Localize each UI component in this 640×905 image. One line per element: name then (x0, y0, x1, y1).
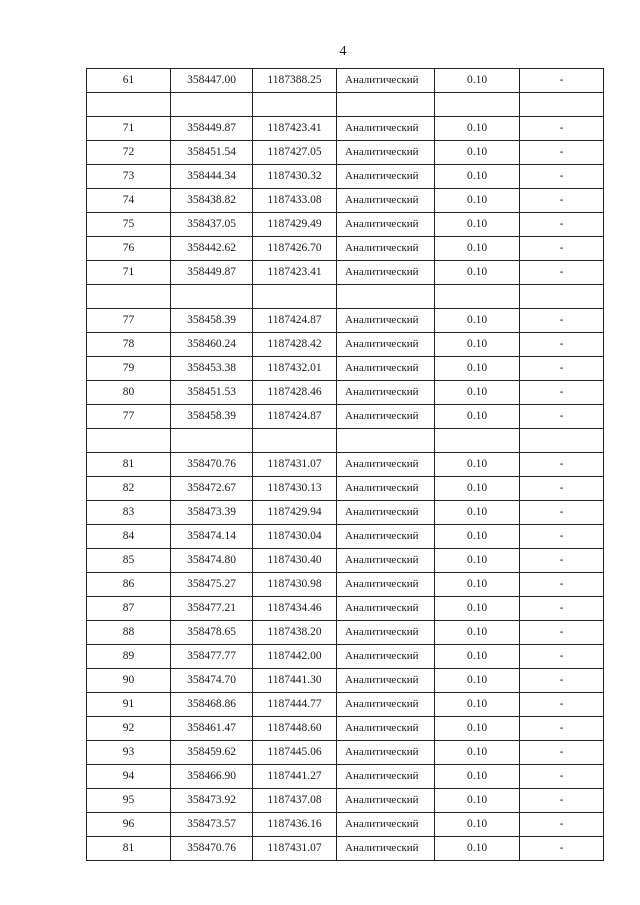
method-cell: Аналитический (337, 813, 435, 837)
method-cell (337, 429, 435, 453)
x-coordinate-cell: 358458.39 (171, 405, 253, 429)
x-coordinate-cell: 358451.54 (171, 141, 253, 165)
point-number-cell: 73 (87, 165, 171, 189)
method-cell: Аналитический (337, 261, 435, 285)
accuracy-cell: 0.10 (435, 117, 520, 141)
accuracy-cell: 0.10 (435, 813, 520, 837)
table-row (87, 69, 604, 93)
accuracy-cell: 0.10 (435, 789, 520, 813)
coordinates-table-body (87, 69, 604, 861)
point-number-cell: 71 (87, 117, 171, 141)
method-cell: Аналитический (337, 573, 435, 597)
table-row (87, 237, 604, 261)
y-coordinate-cell: 1187434.46 (253, 597, 337, 621)
accuracy-cell (435, 285, 520, 309)
accuracy-cell: 0.10 (435, 717, 520, 741)
note-cell: - (520, 669, 604, 693)
table-row (87, 213, 604, 237)
accuracy-cell: 0.10 (435, 237, 520, 261)
method-cell: Аналитический (337, 453, 435, 477)
note-cell: - (520, 501, 604, 525)
method-cell: Аналитический (337, 333, 435, 357)
x-coordinate-cell: 358459.62 (171, 741, 253, 765)
method-cell: Аналитический (337, 549, 435, 573)
x-coordinate-cell (171, 429, 253, 453)
table-row (87, 549, 604, 573)
point-number-cell: 88 (87, 621, 171, 645)
x-coordinate-cell (171, 93, 253, 117)
point-number-cell: 95 (87, 789, 171, 813)
note-cell (520, 285, 604, 309)
method-cell: Аналитический (337, 741, 435, 765)
y-coordinate-cell: 1187430.13 (253, 477, 337, 501)
x-coordinate-cell: 358449.87 (171, 261, 253, 285)
table-row (87, 621, 604, 645)
note-cell: - (520, 69, 604, 93)
x-coordinate-cell: 358438.82 (171, 189, 253, 213)
point-number-cell: 74 (87, 189, 171, 213)
note-cell: - (520, 525, 604, 549)
method-cell: Аналитический (337, 525, 435, 549)
table-row (87, 501, 604, 525)
note-cell: - (520, 117, 604, 141)
x-coordinate-cell: 358473.57 (171, 813, 253, 837)
method-cell (337, 285, 435, 309)
x-coordinate-cell: 358468.86 (171, 693, 253, 717)
note-cell: - (520, 381, 604, 405)
method-cell: Аналитический (337, 309, 435, 333)
note-cell (520, 429, 604, 453)
y-coordinate-cell: 1187426.70 (253, 237, 337, 261)
point-number-cell: 81 (87, 453, 171, 477)
y-coordinate-cell: 1187423.41 (253, 117, 337, 141)
note-cell: - (520, 357, 604, 381)
note-cell: - (520, 573, 604, 597)
method-cell (337, 93, 435, 117)
note-cell: - (520, 717, 604, 741)
table-row (87, 261, 604, 285)
y-coordinate-cell: 1187441.27 (253, 765, 337, 789)
method-cell: Аналитический (337, 621, 435, 645)
y-coordinate-cell: 1187430.40 (253, 549, 337, 573)
table-row (87, 645, 604, 669)
point-number-cell: 77 (87, 309, 171, 333)
accuracy-cell: 0.10 (435, 549, 520, 573)
point-number-cell: 91 (87, 693, 171, 717)
x-coordinate-cell: 358473.92 (171, 789, 253, 813)
y-coordinate-cell: 1187430.98 (253, 573, 337, 597)
note-cell: - (520, 765, 604, 789)
accuracy-cell: 0.10 (435, 453, 520, 477)
point-number-cell: 83 (87, 501, 171, 525)
x-coordinate-cell: 358473.39 (171, 501, 253, 525)
point-number-cell: 78 (87, 333, 171, 357)
x-coordinate-cell: 358470.76 (171, 453, 253, 477)
method-cell: Аналитический (337, 189, 435, 213)
accuracy-cell: 0.10 (435, 597, 520, 621)
note-cell: - (520, 693, 604, 717)
note-cell: - (520, 645, 604, 669)
point-number-cell: 90 (87, 669, 171, 693)
note-cell: - (520, 477, 604, 501)
table-row (87, 717, 604, 741)
accuracy-cell: 0.10 (435, 261, 520, 285)
point-number-cell: 85 (87, 549, 171, 573)
y-coordinate-cell (253, 285, 337, 309)
point-number-cell: 87 (87, 597, 171, 621)
y-coordinate-cell: 1187448.60 (253, 717, 337, 741)
table-row (87, 837, 604, 861)
point-number-cell: 89 (87, 645, 171, 669)
accuracy-cell: 0.10 (435, 573, 520, 597)
point-number-cell: 71 (87, 261, 171, 285)
y-coordinate-cell: 1187430.32 (253, 165, 337, 189)
table-row (87, 381, 604, 405)
x-coordinate-cell: 358442.62 (171, 237, 253, 261)
point-number-cell (87, 93, 171, 117)
x-coordinate-cell (171, 285, 253, 309)
point-number-cell: 92 (87, 717, 171, 741)
y-coordinate-cell: 1187432.01 (253, 357, 337, 381)
y-coordinate-cell: 1187433.08 (253, 189, 337, 213)
table-row (87, 741, 604, 765)
x-coordinate-cell: 358478.65 (171, 621, 253, 645)
x-coordinate-cell: 358437.05 (171, 213, 253, 237)
table-row (87, 573, 604, 597)
y-coordinate-cell: 1187429.49 (253, 213, 337, 237)
method-cell: Аналитический (337, 765, 435, 789)
point-number-cell (87, 285, 171, 309)
accuracy-cell (435, 429, 520, 453)
y-coordinate-cell: 1187445.06 (253, 741, 337, 765)
x-coordinate-cell: 358466.90 (171, 765, 253, 789)
point-number-cell: 75 (87, 213, 171, 237)
table-row (87, 693, 604, 717)
x-coordinate-cell: 358460.24 (171, 333, 253, 357)
method-cell: Аналитический (337, 645, 435, 669)
x-coordinate-cell: 358444.34 (171, 165, 253, 189)
table-row (87, 765, 604, 789)
table-separator-row (87, 93, 604, 117)
method-cell: Аналитический (337, 69, 435, 93)
point-number-cell: 76 (87, 237, 171, 261)
y-coordinate-cell: 1187430.04 (253, 525, 337, 549)
method-cell: Аналитический (337, 381, 435, 405)
accuracy-cell: 0.10 (435, 333, 520, 357)
accuracy-cell: 0.10 (435, 765, 520, 789)
y-coordinate-cell: 1187424.87 (253, 309, 337, 333)
note-cell: - (520, 405, 604, 429)
note-cell: - (520, 261, 604, 285)
method-cell: Аналитический (337, 837, 435, 861)
note-cell: - (520, 333, 604, 357)
note-cell: - (520, 597, 604, 621)
table-row (87, 357, 604, 381)
point-number-cell: 72 (87, 141, 171, 165)
table-row (87, 405, 604, 429)
method-cell: Аналитический (337, 213, 435, 237)
point-number-cell: 96 (87, 813, 171, 837)
y-coordinate-cell: 1187444.77 (253, 693, 337, 717)
y-coordinate-cell: 1187424.87 (253, 405, 337, 429)
y-coordinate-cell: 1187436.16 (253, 813, 337, 837)
y-coordinate-cell (253, 429, 337, 453)
x-coordinate-cell: 358449.87 (171, 117, 253, 141)
point-number-cell: 79 (87, 357, 171, 381)
table-row (87, 141, 604, 165)
point-number-cell: 84 (87, 525, 171, 549)
accuracy-cell: 0.10 (435, 213, 520, 237)
y-coordinate-cell: 1187428.46 (253, 381, 337, 405)
point-number-cell: 82 (87, 477, 171, 501)
accuracy-cell: 0.10 (435, 381, 520, 405)
point-number-cell: 86 (87, 573, 171, 597)
table-row (87, 309, 604, 333)
y-coordinate-cell: 1187423.41 (253, 261, 337, 285)
x-coordinate-cell: 358474.14 (171, 525, 253, 549)
x-coordinate-cell: 358447.00 (171, 69, 253, 93)
table-separator-row (87, 285, 604, 309)
x-coordinate-cell: 358453.38 (171, 357, 253, 381)
method-cell: Аналитический (337, 117, 435, 141)
point-number-cell (87, 429, 171, 453)
y-coordinate-cell: 1187388.25 (253, 69, 337, 93)
y-coordinate-cell: 1187429.94 (253, 501, 337, 525)
x-coordinate-cell: 358475.27 (171, 573, 253, 597)
accuracy-cell: 0.10 (435, 357, 520, 381)
x-coordinate-cell: 358474.70 (171, 669, 253, 693)
table-row (87, 117, 604, 141)
note-cell: - (520, 621, 604, 645)
coordinates-table (86, 68, 604, 861)
accuracy-cell: 0.10 (435, 693, 520, 717)
note-cell: - (520, 741, 604, 765)
note-cell: - (520, 165, 604, 189)
y-coordinate-cell: 1187442.00 (253, 645, 337, 669)
point-number-cell: 81 (87, 837, 171, 861)
table-row (87, 669, 604, 693)
accuracy-cell: 0.10 (435, 525, 520, 549)
y-coordinate-cell: 1187438.20 (253, 621, 337, 645)
y-coordinate-cell: 1187437.08 (253, 789, 337, 813)
note-cell: - (520, 789, 604, 813)
note-cell: - (520, 453, 604, 477)
method-cell: Аналитический (337, 693, 435, 717)
method-cell: Аналитический (337, 405, 435, 429)
x-coordinate-cell: 358477.77 (171, 645, 253, 669)
note-cell: - (520, 237, 604, 261)
table-row (87, 789, 604, 813)
x-coordinate-cell: 358470.76 (171, 837, 253, 861)
x-coordinate-cell: 358472.67 (171, 477, 253, 501)
note-cell: - (520, 813, 604, 837)
table-row (87, 525, 604, 549)
x-coordinate-cell: 358461.47 (171, 717, 253, 741)
method-cell: Аналитический (337, 789, 435, 813)
accuracy-cell: 0.10 (435, 741, 520, 765)
method-cell: Аналитический (337, 477, 435, 501)
x-coordinate-cell: 358458.39 (171, 309, 253, 333)
method-cell: Аналитический (337, 717, 435, 741)
point-number-cell: 93 (87, 741, 171, 765)
x-coordinate-cell: 358474.80 (171, 549, 253, 573)
table-row (87, 333, 604, 357)
accuracy-cell: 0.10 (435, 165, 520, 189)
note-cell: - (520, 141, 604, 165)
y-coordinate-cell (253, 93, 337, 117)
method-cell: Аналитический (337, 237, 435, 261)
accuracy-cell: 0.10 (435, 645, 520, 669)
table-row (87, 813, 604, 837)
y-coordinate-cell: 1187428.42 (253, 333, 337, 357)
y-coordinate-cell: 1187431.07 (253, 837, 337, 861)
note-cell (520, 93, 604, 117)
point-number-cell: 80 (87, 381, 171, 405)
accuracy-cell: 0.10 (435, 501, 520, 525)
method-cell: Аналитический (337, 501, 435, 525)
accuracy-cell: 0.10 (435, 189, 520, 213)
note-cell: - (520, 309, 604, 333)
method-cell: Аналитический (337, 669, 435, 693)
note-cell: - (520, 549, 604, 573)
accuracy-cell: 0.10 (435, 141, 520, 165)
note-cell: - (520, 189, 604, 213)
table-row (87, 477, 604, 501)
note-cell: - (520, 837, 604, 861)
method-cell: Аналитический (337, 165, 435, 189)
accuracy-cell: 0.10 (435, 69, 520, 93)
method-cell: Аналитический (337, 141, 435, 165)
accuracy-cell (435, 93, 520, 117)
y-coordinate-cell: 1187427.05 (253, 141, 337, 165)
method-cell: Аналитический (337, 357, 435, 381)
accuracy-cell: 0.10 (435, 837, 520, 861)
accuracy-cell: 0.10 (435, 405, 520, 429)
accuracy-cell: 0.10 (435, 621, 520, 645)
point-number-cell: 77 (87, 405, 171, 429)
x-coordinate-cell: 358451.53 (171, 381, 253, 405)
accuracy-cell: 0.10 (435, 309, 520, 333)
y-coordinate-cell: 1187431.07 (253, 453, 337, 477)
table-row (87, 453, 604, 477)
page-number: 4 (339, 44, 347, 59)
accuracy-cell: 0.10 (435, 477, 520, 501)
table-row (87, 189, 604, 213)
point-number-cell: 94 (87, 765, 171, 789)
table-row (87, 165, 604, 189)
y-coordinate-cell: 1187441.30 (253, 669, 337, 693)
point-number-cell: 61 (87, 69, 171, 93)
method-cell: Аналитический (337, 597, 435, 621)
x-coordinate-cell: 358477.21 (171, 597, 253, 621)
accuracy-cell: 0.10 (435, 669, 520, 693)
note-cell: - (520, 213, 604, 237)
table-row (87, 597, 604, 621)
table-separator-row (87, 429, 604, 453)
